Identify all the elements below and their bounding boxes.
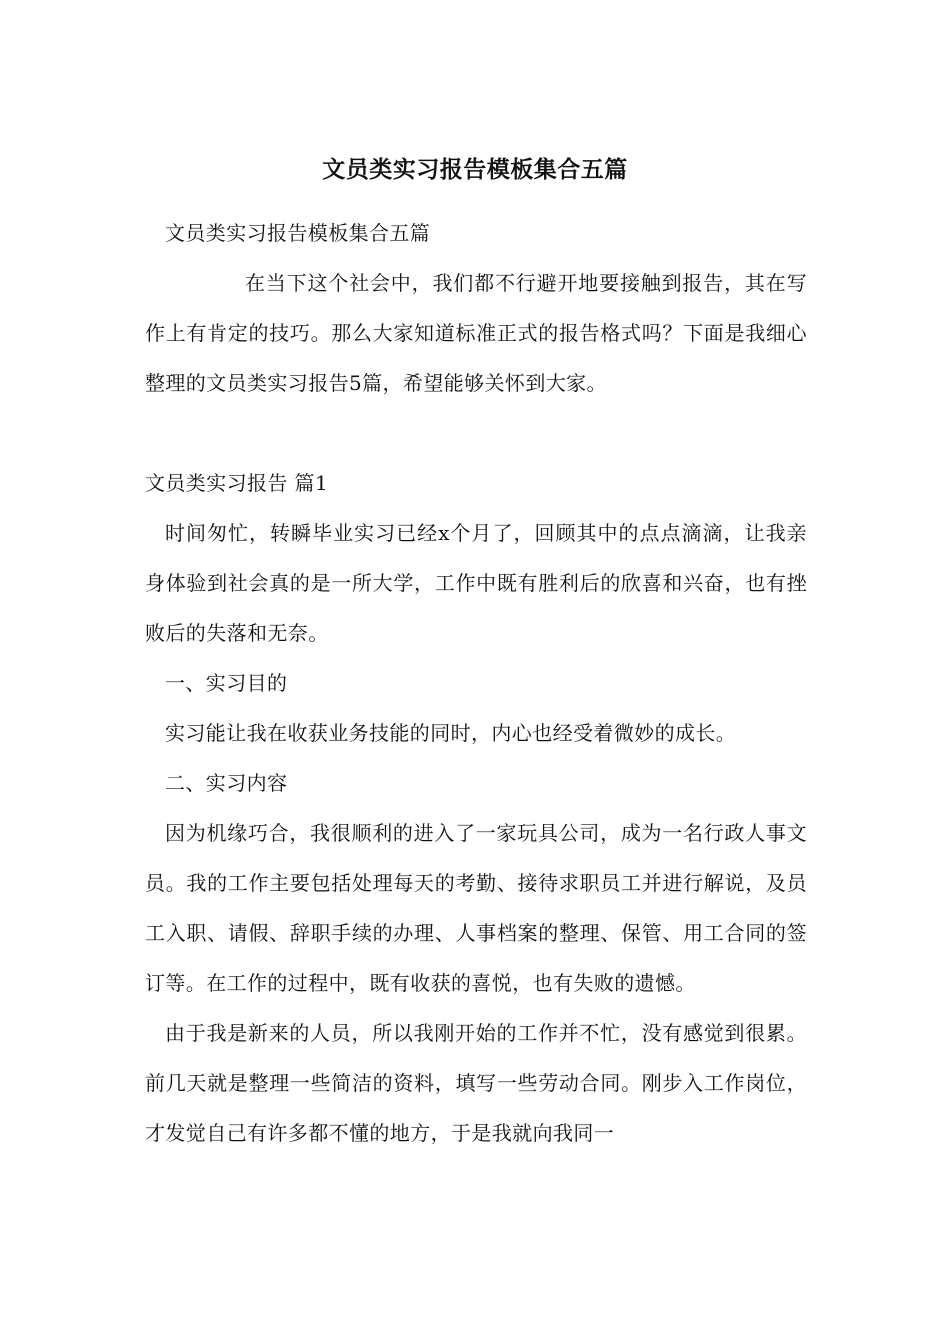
paragraph-gap: [145, 408, 807, 458]
paragraph: 实习能让我在收获业务技能的同时，内心也经受着微妙的成长。: [165, 721, 737, 745]
paragraph: 由于我是新来的人员，所以我刚开始的工作并不忙，没有感觉到很累。前几天就是整理一些简洁的资料，填写一些劳动合同。刚步入工作岗位，才发觉自己有许多都不懂的地方，于是我就向我同一: [145, 1021, 807, 1145]
paragraph: 时间匆忙，转瞬毕业实习已经x个月了，回顾其中的点点滴滴，让我亲身体验到社会真的是一所大学，工作中既有胜利后的欣喜和兴奋，也有挫败后的失落和无奈。: [145, 521, 807, 645]
document-body: [145, 208, 807, 1158]
document-title: 文员类实习报告模板集合五篇: [322, 157, 628, 183]
subsection-heading: 二、实习内容: [165, 771, 288, 795]
intro-paragraph: 在当下这个社会中，我们都不行避开地要接触到报告，其在写作上有肯定的技巧。那么大家知道标准正式的报告格式吗？下面是我细心整理的文员类实习报告5篇，希望能够关怀到大家。: [145, 271, 807, 395]
subsection-heading: 一、实习目的: [165, 671, 288, 695]
document-subtitle: 文员类实习报告模板集合五篇: [165, 221, 431, 245]
section-heading: 文员类实习报告 篇1: [145, 471, 329, 495]
paragraph: 因为机缘巧合，我很顺利的进入了一家玩具公司，成为一名行政人事文员。我的工作主要包括处理每天的考勤、接待求职员工并进行解说，及员工入职、请假、辞职手续的办理、人事档案的整理、保管、用工合同的签订等。在工作的过程中，既有收获的喜悦，也有失败的遗憾。: [145, 821, 807, 995]
